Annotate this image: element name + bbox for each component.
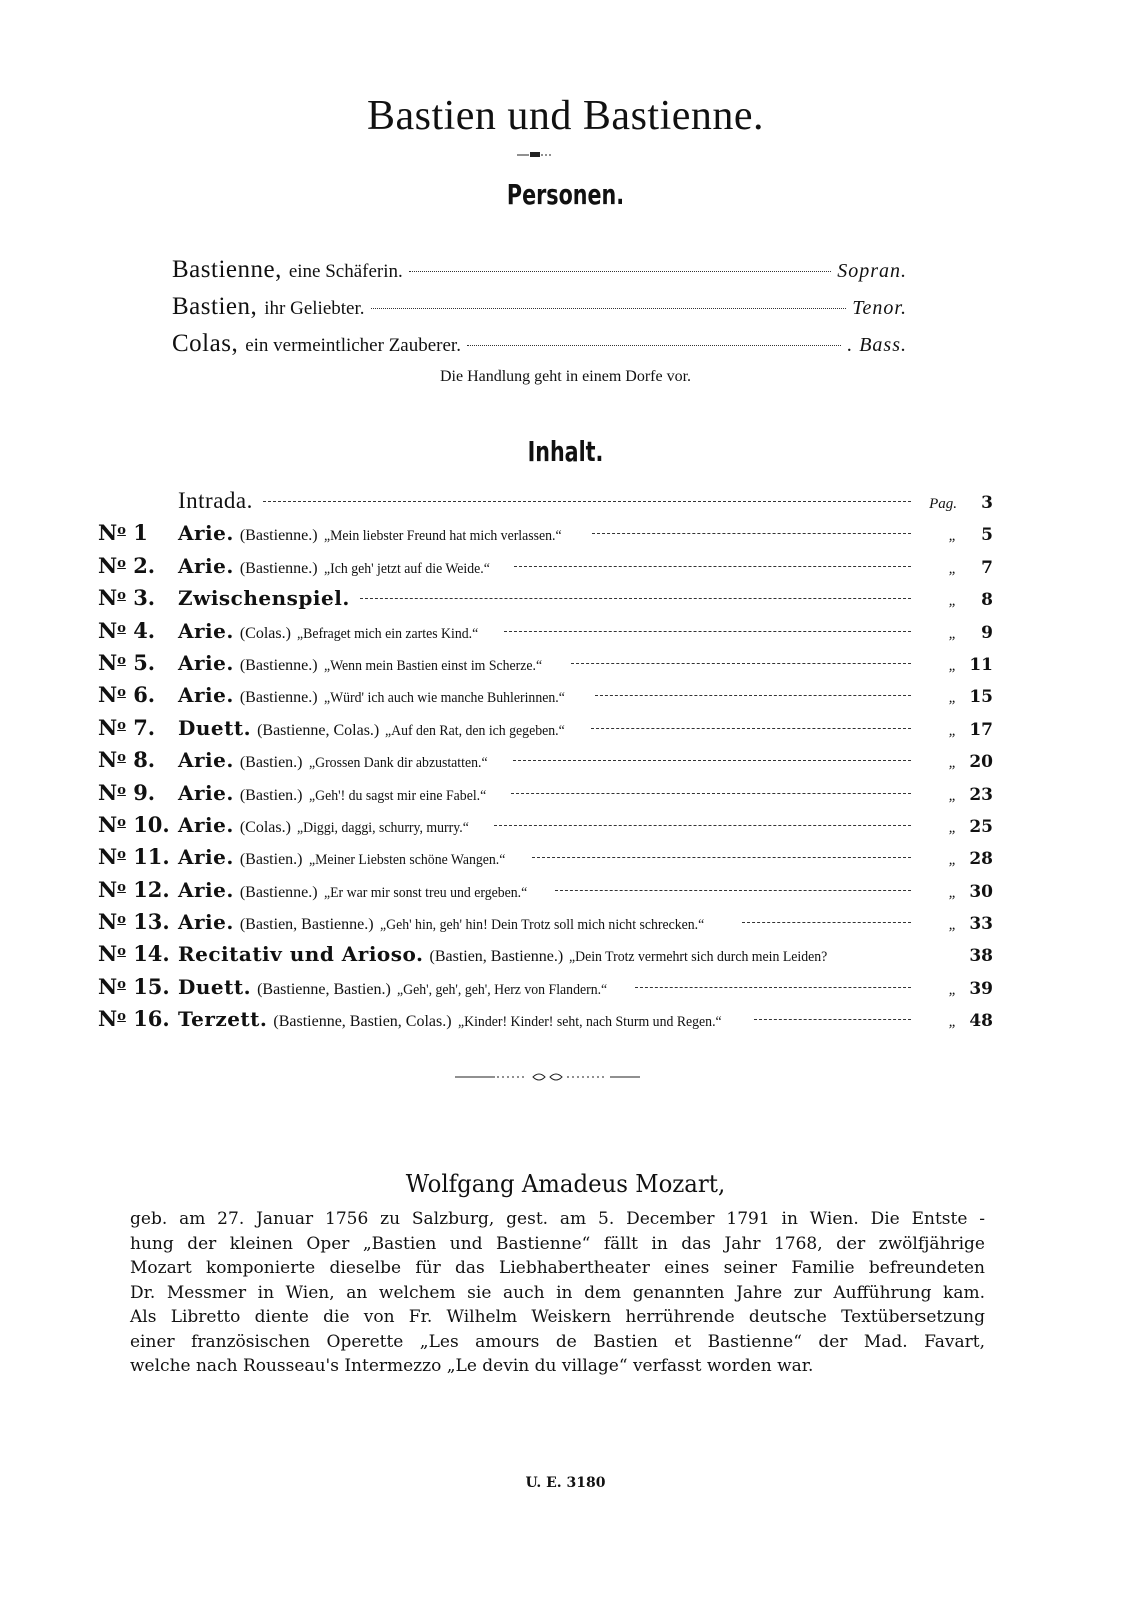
numero-superscript: o	[117, 523, 126, 539]
page-mark: „	[948, 981, 957, 998]
toc-item	[98, 909, 993, 941]
page-number: 23	[969, 784, 993, 805]
number-label	[98, 585, 178, 610]
number-label	[98, 553, 178, 578]
toc-item	[98, 618, 993, 650]
number-label	[98, 520, 178, 545]
piece-incipit: „Meiner Liebsten schöne Wangen.“	[308, 852, 505, 869]
toc-item	[98, 877, 993, 909]
numero-sign: N	[98, 811, 118, 837]
page-number: 3	[981, 493, 993, 513]
page-number: 17	[969, 719, 993, 740]
page-mark: „	[948, 787, 957, 804]
page-mark: „	[948, 593, 957, 610]
numero-sign: N	[98, 649, 118, 675]
page-mark: „	[948, 528, 957, 545]
item-number: 7.	[133, 714, 156, 740]
item-number: 16.	[133, 1006, 170, 1032]
page-number: 15	[969, 687, 993, 708]
dash-leader	[571, 663, 911, 664]
toc-item	[98, 941, 993, 973]
piece-incipit: „Geh'! du sagst mir eine Fabel.“	[308, 787, 486, 804]
dot-leader	[409, 271, 831, 272]
numero-sign: N	[98, 585, 118, 611]
page-number: 7	[981, 557, 993, 578]
piece-incipit: „Dein Trotz vermehrt sich durch mein Leiden?	[569, 949, 828, 966]
dash-leader	[635, 987, 911, 988]
numero-superscript: o	[117, 555, 126, 571]
piece-roles: (Bastienne.)	[239, 689, 318, 707]
number-label	[98, 877, 178, 902]
biography-line: Mozart komponierte dieselbe für das Liebhabertheater eines seiner Familie befreundeten	[130, 1258, 985, 1278]
numero-sign: N	[98, 747, 118, 773]
dash-leader	[595, 695, 911, 696]
numero-sign: N	[98, 617, 118, 643]
page-number: 8	[981, 590, 993, 611]
cast-list	[172, 256, 907, 367]
numero-superscript: o	[117, 879, 126, 895]
page-mark: „	[948, 884, 957, 901]
page-number: 28	[969, 849, 993, 870]
personen-heading: Personen.	[506, 178, 625, 211]
table-of-contents	[98, 488, 993, 1039]
character-name: Bastienne,	[172, 256, 282, 283]
piece-type: Arie.	[178, 845, 234, 870]
item-number: 15.	[133, 973, 170, 999]
number-label	[98, 618, 178, 643]
plate-number: U. E. 3180	[525, 1475, 606, 1491]
dot-leader	[467, 345, 841, 346]
piece-roles: (Bastien.)	[239, 851, 303, 869]
page-number: 5	[981, 525, 993, 546]
number-label	[98, 844, 178, 869]
piece-type: Arie.	[178, 650, 234, 675]
toc-item	[98, 682, 993, 714]
numero-sign: N	[98, 844, 118, 870]
dash-leader	[555, 890, 912, 891]
numero-superscript: o	[117, 588, 126, 604]
number-label	[98, 650, 178, 675]
dash-leader	[504, 631, 911, 632]
piece-type: Arie.	[178, 618, 234, 643]
dash-leader	[754, 1019, 911, 1020]
biography-line: Als Libretto diente die von Fr. Wilhelm Weiskern herrührende deutsche Textübersetzung	[130, 1307, 985, 1327]
piece-type: Arie.	[178, 553, 234, 578]
piece-roles: (Bastienne, Colas.)	[257, 721, 380, 739]
toc-item	[98, 650, 993, 682]
voice-type: . Bass.	[847, 334, 907, 356]
piece-incipit: „Befraget mich ein zartes Kind.“	[296, 625, 479, 642]
piece-type: Recitativ und Arioso.	[178, 942, 424, 967]
piece-incipit: „Geh' hin, geh' hin! Dein Trotz soll mich nicht schrecken.“	[379, 917, 704, 934]
page-mark: „	[948, 852, 957, 869]
piece-type: Duett.	[178, 974, 252, 999]
piece-roles: (Bastienne.)	[239, 883, 318, 901]
item-number: 4.	[133, 617, 156, 643]
page-number: 39	[969, 978, 993, 999]
piece-type: Terzett.	[178, 1007, 268, 1032]
numero-sign: N	[98, 714, 118, 740]
numero-superscript: o	[117, 976, 126, 992]
page-number: 11	[969, 654, 993, 675]
page-number: 48	[969, 1011, 993, 1032]
inhalt-heading: Inhalt.	[527, 435, 604, 468]
numero-superscript: o	[117, 944, 126, 960]
dash-leader	[360, 598, 911, 599]
piece-incipit: „Auf den Rat, den ich gegeben.“	[385, 722, 565, 739]
character-description: eine Schäferin.	[288, 261, 403, 282]
item-number: 8.	[133, 747, 156, 773]
piece-incipit: „Diggi, daggi, schurry, murry.“	[296, 819, 469, 836]
toc-title: Intrada.	[178, 488, 253, 513]
character-name: Bastien,	[172, 293, 258, 320]
cast-item	[172, 293, 907, 330]
piece-type: Duett.	[178, 715, 252, 740]
setting-note: Die Handlung geht in einem Dorfe vor.	[439, 368, 692, 385]
item-number: 13.	[133, 909, 170, 935]
voice-type: Sopran.	[837, 260, 907, 282]
item-number: 5.	[133, 649, 156, 675]
number-label	[98, 747, 178, 772]
piece-roles: (Bastienne.)	[239, 527, 318, 545]
number-label	[98, 682, 178, 707]
item-number: 14.	[133, 941, 170, 967]
page-mark: „	[948, 657, 957, 674]
page-mark: „	[948, 690, 957, 707]
toc-item	[98, 747, 993, 779]
item-number: 3.	[133, 585, 156, 611]
piece-roles: (Bastienne.)	[239, 559, 318, 577]
opera-title: Bastien und Bastienne.	[366, 93, 765, 139]
page-mark: „	[948, 560, 957, 577]
numero-sign: N	[98, 876, 118, 902]
piece-roles: (Bastien.)	[239, 786, 303, 804]
toc-item-intrada	[98, 488, 993, 520]
cast-item	[172, 256, 907, 293]
toc-item	[98, 520, 993, 552]
numero-sign: N	[98, 941, 118, 967]
numero-superscript: o	[117, 717, 126, 733]
page-number: 20	[969, 752, 993, 773]
piece-roles: (Colas.)	[239, 624, 291, 642]
page-mark: „	[948, 917, 957, 934]
numero-superscript: o	[117, 912, 126, 928]
numero-superscript: o	[117, 1009, 126, 1025]
piece-incipit: „Er war mir sonst treu und ergeben.“	[323, 884, 527, 901]
dash-leader	[513, 760, 911, 761]
piece-type: Arie.	[178, 877, 234, 902]
toc-item	[98, 844, 993, 876]
numero-sign: N	[98, 520, 118, 546]
character-description: ihr Geliebter.	[264, 298, 365, 319]
page-number: 30	[969, 881, 993, 902]
numero-superscript: o	[117, 782, 126, 798]
page-mark: „	[948, 722, 957, 739]
piece-incipit: „Wenn mein Bastien einst im Scherze.“	[323, 657, 542, 674]
page-mark: Pag.	[929, 496, 957, 512]
biography-line: geb. am 27. Januar 1756 zu Salzburg, gest. am 5. December 1791 in Wien. Die Entste -	[130, 1209, 985, 1229]
numero-sign: N	[98, 682, 118, 708]
page-mark: „	[948, 625, 957, 642]
piece-roles: (Bastienne.)	[239, 656, 318, 674]
dash-leader	[263, 501, 911, 502]
item-number: 2.	[133, 552, 156, 578]
item-number: 11.	[133, 844, 170, 870]
item-number: 10.	[133, 811, 170, 837]
number-label	[98, 715, 178, 740]
dash-leader	[742, 922, 911, 923]
toc-item	[98, 974, 993, 1006]
page-mark: „	[948, 755, 957, 772]
biography-line: einer französischen Operette „Les amours de Bastien et Bastienne“ der Mad. Favart,	[130, 1331, 985, 1352]
piece-incipit: „Kinder! Kinder! seht, nach Sturm und Regen.“	[457, 1014, 722, 1031]
piece-roles: (Bastien.)	[239, 754, 303, 772]
title-ornament-icon	[515, 150, 555, 160]
piece-roles: (Colas.)	[239, 818, 291, 836]
toc-item	[98, 780, 993, 812]
piece-incipit: „Grossen Dank dir abzustatten.“	[308, 755, 488, 772]
numero-superscript: o	[117, 847, 126, 863]
biography-line: Dr. Messmer in Wien, an welchem sie auch in dem genannten Jahre zur Aufführung kam.	[130, 1282, 985, 1303]
piece-roles: (Bastienne, Bastien.)	[257, 980, 391, 998]
piece-incipit: „Mein liebster Freund hat mich verlassen.“	[323, 528, 562, 545]
biography-line: welche nach Rousseau's Intermezzo „Le devin du village“ verfasst worden war.	[130, 1356, 814, 1376]
dash-leader	[592, 533, 911, 534]
toc-item	[98, 1006, 993, 1038]
piece-type: Arie.	[178, 748, 234, 773]
piece-type: Arie.	[178, 521, 234, 546]
number-label	[98, 1006, 178, 1031]
piece-incipit: „Geh', geh', geh', Herz von Flandern.“	[396, 981, 607, 998]
numero-superscript: o	[117, 814, 126, 830]
piece-type: Zwischenspiel.	[178, 586, 350, 611]
composer-biography	[130, 1207, 985, 1379]
piece-incipit: „Würd' ich auch wie manche Buhlerinnen.“	[323, 690, 565, 707]
item-number: 12.	[133, 876, 170, 902]
toc-item	[98, 585, 993, 617]
piece-roles: (Bastien, Bastienne.)	[429, 948, 564, 966]
dash-leader	[494, 825, 911, 826]
piece-type: Arie.	[178, 812, 234, 837]
piece-incipit: „Ich geh' jetzt auf die Weide.“	[323, 560, 490, 577]
dot-leader	[371, 308, 847, 309]
composer-heading: Wolfgang Amadeus Mozart,	[405, 1170, 726, 1198]
numero-sign: N	[98, 1006, 118, 1032]
item-number: 9.	[133, 779, 156, 805]
number-label	[98, 780, 178, 805]
dash-leader	[514, 566, 911, 567]
numero-superscript: o	[117, 620, 126, 636]
page-mark: „	[948, 1014, 957, 1031]
page-number: 9	[981, 622, 993, 643]
dash-leader	[532, 857, 911, 858]
number-label	[98, 941, 178, 966]
voice-type: Tenor.	[852, 297, 907, 319]
page-mark: „	[948, 819, 957, 836]
dash-leader	[591, 728, 911, 729]
numero-sign: N	[98, 909, 118, 935]
biography-line: hung der kleinen Oper „Bastien und Bastienne“ fällt in das Jahr 1768, der zwölfjährige	[130, 1233, 985, 1254]
page-number: 33	[969, 914, 993, 935]
piece-roles: (Bastienne, Bastien, Colas.)	[273, 1013, 452, 1031]
section-divider-ornament-icon	[455, 1070, 640, 1084]
numero-sign: N	[98, 552, 118, 578]
item-number: 6.	[133, 682, 156, 708]
dash-leader	[511, 793, 911, 794]
toc-item	[98, 553, 993, 585]
page-number: 38	[969, 946, 993, 967]
toc-item	[98, 715, 993, 747]
numero-superscript: o	[117, 652, 126, 668]
numero-superscript: o	[117, 750, 126, 766]
character-description: ein vermeintlicher Zauberer.	[245, 335, 461, 356]
number-label	[98, 974, 178, 999]
character-name: Colas,	[172, 330, 239, 357]
numero-sign: N	[98, 779, 118, 805]
numero-superscript: o	[117, 685, 126, 701]
number-label	[98, 812, 178, 837]
page-number: 25	[969, 816, 993, 837]
toc-item	[98, 812, 993, 844]
item-number: 1	[133, 520, 148, 546]
numero-sign: N	[98, 973, 118, 999]
number-label	[98, 909, 178, 934]
piece-type: Arie.	[178, 683, 234, 708]
piece-type: Arie.	[178, 780, 234, 805]
piece-roles: (Bastien, Bastienne.)	[239, 916, 374, 934]
piece-type: Arie.	[178, 910, 234, 935]
cast-item	[172, 330, 907, 367]
